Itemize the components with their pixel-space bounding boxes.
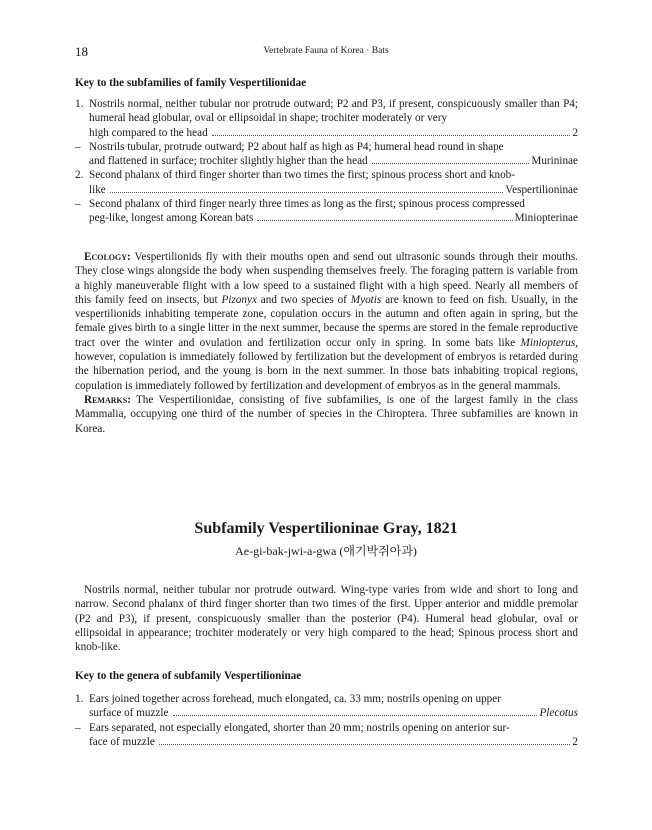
key-heading: Key to the genera of subfamily Vespertilioninae — [75, 670, 302, 682]
description-paragraph: Nostrils normal, neither tubular nor protrude outward. Wing-type varies from wide and short to long and narrow. Second phalanx of third finger shorter than two times of the first. Upper anterior and middle premolar (P2 and P3), if present, conspicuously smaller than the posterior (P4). Humeral head globular, oval or ellipsoidal in appearance; trochiter moderately or very high compared to the head; Spinous process short and knob-like. — [75, 584, 578, 654]
ecology-section — [75, 250, 578, 436]
genus-name: Miniopterus — [520, 336, 576, 349]
couplet-text: Nostrils tubular, protrude outward; P2 about half as high as P4; humeral head round in shape — [89, 140, 504, 153]
key-couplet — [75, 692, 578, 721]
page-number: 18 — [75, 44, 88, 59]
subfamily-key — [75, 77, 578, 226]
dot-leader — [257, 220, 512, 221]
key-couplet — [75, 97, 578, 140]
subfamily-korean-name: Ae-gi-bak-jwi-a-gwa (애기박쥐아과) — [235, 544, 417, 558]
couplet-text: Ears separated, not especially elongated, shorter than 20 mm; nostrils opening on anterior sur- — [89, 721, 510, 734]
running-header: Vertebrate Fauna of Korea · Bats — [263, 46, 389, 56]
dot-leader — [110, 192, 504, 193]
couplet-lead: high compared to the head — [89, 126, 208, 139]
couplet-lead: peg-like, longest among Korean bats — [89, 212, 254, 225]
couplet-result: 2 — [572, 126, 578, 139]
couplet-text: Nostrils normal, neither tubular nor protrude outward; P2 and P3, if present, conspicuously smaller than P4; humeral head globular, oval or ellipsoidal in shape; trochiter moderately or very — [89, 98, 578, 125]
couplet-result: Miniopterinae — [514, 212, 578, 225]
couplet-lead: face of muzzle — [89, 735, 155, 748]
couplet-result: Murininae — [531, 155, 578, 168]
dot-leader — [372, 163, 530, 164]
key-couplet — [75, 197, 578, 226]
ecology-label: Ecology: — [84, 251, 131, 263]
key-heading: Key to the subfamilies of family Vespertilionidae — [75, 77, 307, 89]
genus-name: Myotis — [350, 293, 382, 306]
dot-leader — [173, 715, 538, 716]
remarks-paragraph: Remarks: The Vespertilionidae, consisting of five subfamilies, is one of the largest family in the class Mammalia, occupying one third of the number of species in the Chiroptera. Three subfamilies are known in Korea. — [75, 393, 578, 435]
couplet-lead: surface of muzzle — [89, 707, 169, 720]
remarks-label: Remarks: — [84, 393, 131, 406]
key-couplet — [75, 140, 578, 169]
couplet-text: Second phalanx of third finger shorter than two times the first; spinous process short and knob- — [89, 169, 515, 182]
couplet-result: Vespertilioninae — [505, 183, 578, 196]
couplet-marker: – — [75, 140, 81, 153]
couplet-result: Plecotus — [539, 707, 578, 720]
couplet-text: Second phalanx of third finger nearly three times as long as the first; spinous process compressed — [89, 198, 525, 211]
couplet-marker: – — [75, 721, 81, 734]
couplet-text: Ears joined together across forehead, much elongated, ca. 33 mm; nostrils opening on upper — [89, 693, 501, 705]
couplet-result: 2 — [572, 735, 578, 748]
subfamily-title: Subfamily Vespertilioninae Gray, 1821 — [194, 520, 458, 537]
couplet-marker: 2. — [75, 169, 84, 182]
couplet-marker: 1. — [75, 693, 84, 705]
genus-name: Pizonyx — [221, 293, 257, 306]
couplet-marker: – — [75, 198, 81, 211]
dot-leader — [159, 744, 571, 745]
key-couplet — [75, 721, 578, 750]
couplet-marker: 1. — [75, 98, 84, 110]
ecology-paragraph: Ecology: Vespertilionids fly with their mouths open and send out ultrasonic sounds through their mouths. They close wings alongside the body when suspending themselves freely. The foraging pattern is variable from a highly maneuverable flight with a low speed to a sustained flight with a high speed. Nearly all members of this family feed on insects, but Pizonyx and two species of Myotis are known to feed on fish. Usually, in the vespertilionids inhabiting temperate zone, copulation occurs in the autumn and often again in spring, but the female gives birth to a single litter in the next summer, because the sperms are stored in the female reproductive tract over the winter and ovulation and fertilization occur only in spring. In some bats like Miniopterus, however, copulation is immediately followed by fertilization but the development of embryos is retarded during the hibernation period, and the young is born in the next summer. In those bats inhabiting tropical regions, copulation is immediately followed by fertilization and development of embryos as in the general mammals. — [75, 251, 579, 392]
couplet-lead: like — [89, 183, 106, 196]
dot-leader — [212, 135, 571, 136]
couplet-lead: and flattened in surface; trochiter slightly higher than the head — [89, 155, 368, 168]
key-couplet — [75, 168, 578, 197]
description-section — [75, 583, 578, 654]
genera-key — [75, 670, 578, 749]
